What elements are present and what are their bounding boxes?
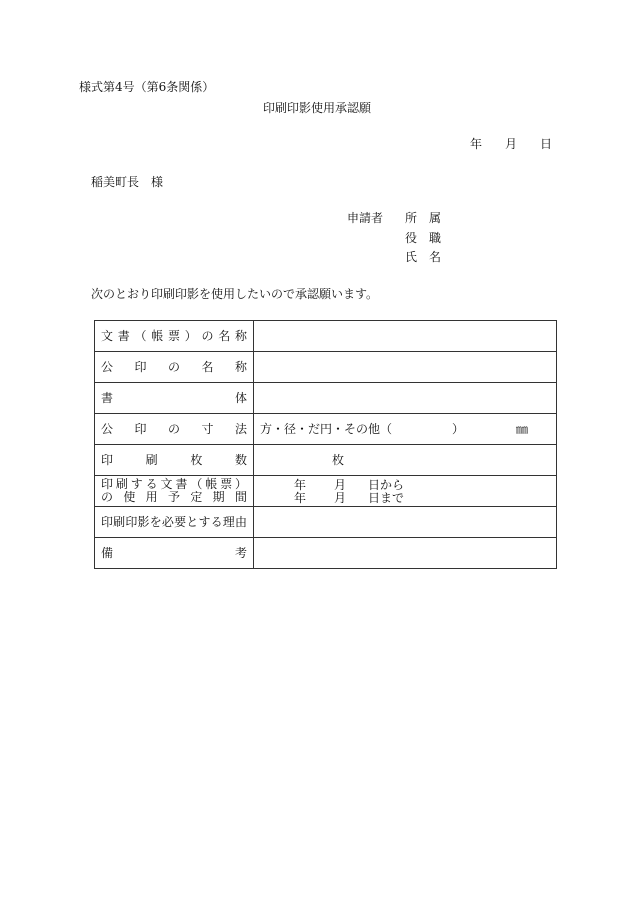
table-row <box>95 352 557 383</box>
end-day: 日まで <box>368 491 405 505</box>
addressee: 稲美町長 様 <box>91 175 164 189</box>
end-year: 年 <box>294 491 307 505</box>
table-row <box>95 321 557 352</box>
document-title: 印刷印影使用承認願 <box>262 101 371 115</box>
applicant-name: 氏 名 <box>405 250 442 264</box>
applicant-label: 申請者 <box>347 211 384 225</box>
row-label <box>95 476 254 507</box>
seal-name-field[interactable] <box>254 352 557 383</box>
table-row <box>95 476 557 507</box>
row-label: 公印の寸法 <box>95 414 254 445</box>
print-count-field[interactable] <box>254 445 557 476</box>
row-label: 印刷印影を必要とする理由 <box>95 507 254 538</box>
document-name-field[interactable] <box>254 321 557 352</box>
table-row <box>95 538 557 569</box>
seal-size-field[interactable] <box>254 414 557 445</box>
row-label: 印刷枚数 <box>95 445 254 476</box>
form-number: 様式第4号（第6条関係） <box>79 80 215 94</box>
count-unit: 枚 <box>332 452 345 467</box>
table-row <box>95 383 557 414</box>
seal-size-options: 方・径・だ円・その他（ ） <box>260 421 465 436</box>
usage-period-field[interactable] <box>254 476 557 507</box>
table-row <box>95 414 557 445</box>
applicant-affiliation: 所 属 <box>405 211 442 225</box>
remarks-field[interactable] <box>254 538 557 569</box>
row-label: 備考 <box>95 538 254 569</box>
row-label: 公印の名称 <box>95 352 254 383</box>
reason-field[interactable] <box>254 507 557 538</box>
intro-text: 次のとおり印刷印影を使用したいので承認願います。 <box>91 287 379 301</box>
row-label: 文書（帳票）の名称 <box>95 321 254 352</box>
unit-mm: ㎜ <box>516 422 529 436</box>
end-month: 月 <box>334 491 347 505</box>
start-month: 月 <box>334 478 347 492</box>
label-line: 印刷する文書（帳票） <box>101 477 247 491</box>
start-day: 日から <box>368 478 405 492</box>
date-day: 日 <box>540 137 553 151</box>
table-row <box>95 445 557 476</box>
row-label: 書体 <box>95 383 254 414</box>
typeface-field[interactable] <box>254 383 557 414</box>
table-row <box>95 507 557 538</box>
start-year: 年 <box>294 478 307 492</box>
applicant-position: 役 職 <box>405 231 442 245</box>
date-year: 年 <box>470 137 483 151</box>
application-table <box>94 320 557 569</box>
label-line: の使用予定期間 <box>101 490 247 504</box>
date-month: 月 <box>505 137 518 151</box>
